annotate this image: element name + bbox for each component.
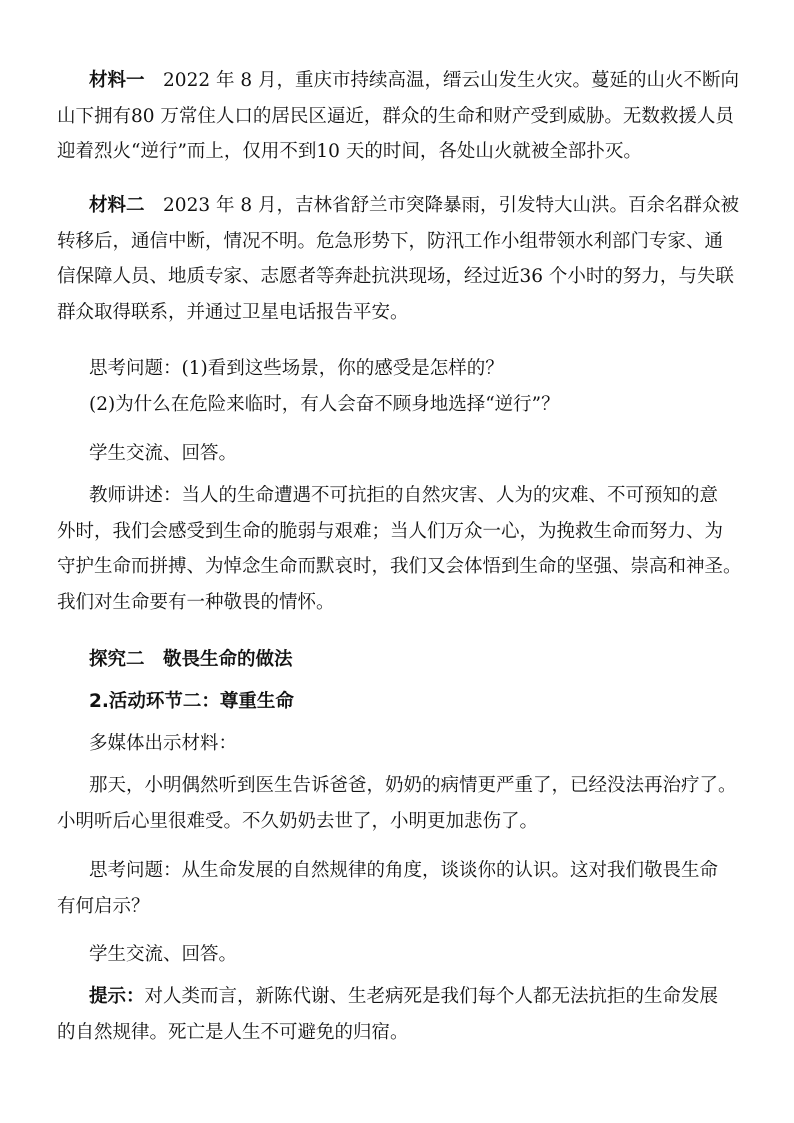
material-two-paragraph bbox=[57, 188, 740, 330]
students-answer-one-text: 学生交流、回答。 bbox=[89, 443, 238, 464]
activity-two-heading-text: 2.活动环节二：尊重生命 bbox=[89, 691, 294, 712]
material-two-line-1: 2023 年 8 月，吉林省舒兰市突降暴雨，引发特大山洪。百余名群众被 bbox=[163, 195, 740, 216]
students-answer-two bbox=[88, 937, 738, 973]
question-one-line-2: (2)为什么在危险来临时，有人会奋不顾身地选择“逆行”？ bbox=[89, 393, 560, 415]
material-one-line-3: 迎着烈火“逆行”而上，仅用不到10 天的时间，各处山火就被全部扑灭。 bbox=[57, 141, 642, 163]
question-one-line-1: (1)看到这些场景，你的感受是怎样的？ bbox=[181, 358, 504, 379]
media-intro bbox=[88, 726, 738, 762]
teacher-paragraph bbox=[57, 478, 742, 620]
material-two-label: 材料二 bbox=[89, 195, 145, 216]
question-one-label: 思考问题： bbox=[89, 358, 182, 379]
media-intro-text: 多媒体出示材料： bbox=[89, 733, 238, 754]
explore-two-heading bbox=[88, 642, 738, 678]
material-two-line-3: 信保障人员、地质专家、志愿者等奔赴抗洪现场，经过近36 个小时的努力，与失联 bbox=[57, 266, 734, 288]
question-two-paragraph bbox=[57, 853, 738, 924]
material-two-line-4: 群众取得联系，并通过卫星电话报告平安。 bbox=[57, 301, 409, 323]
story-line-2: 小明听后心里很难受。不久奶奶去世了，小明更加悲伤了。 bbox=[57, 810, 539, 832]
hint-line-2: 的自然规律。死亡是人生不可避免的归宿。 bbox=[57, 1021, 409, 1043]
explore-two-heading-text: 探究二 敬畏生命的做法 bbox=[89, 649, 293, 670]
hint-label: 提示： bbox=[89, 986, 145, 1007]
story-line-1: 那天，小明偶然听到医生告诉爸爸，奶奶的病情更严重了，已经没法再治疗了。 bbox=[89, 775, 737, 796]
question-two-label: 思考问题： bbox=[89, 860, 182, 881]
material-one-paragraph bbox=[57, 63, 740, 170]
teacher-label: 教师讲述： bbox=[89, 485, 182, 506]
teacher-line-1: 当人的生命遭遇不可抗拒的自然灾害、人为的灾难、不可预知的意 bbox=[181, 485, 719, 506]
hint-paragraph bbox=[57, 979, 738, 1050]
story-paragraph bbox=[57, 768, 738, 839]
question-two-line-1: 从生命发展的自然规律的角度，谈谈你的认识。这对我们敬畏生命 bbox=[181, 860, 719, 881]
students-answer-one bbox=[88, 436, 738, 472]
hint-line-1: 对人类而言，新陈代谢、生老病死是我们每个人都无法抗拒的生命发展 bbox=[144, 986, 719, 1007]
teacher-line-2: 外时，我们会感受到生命的脆弱与艰难；当人们万众一心，为挽救生命而努力、为 bbox=[57, 520, 724, 542]
material-one-line-2: 山下拥有80 万常住人口的居民区逼近，群众的生命和财产受到威胁。无数救援人员 bbox=[57, 105, 734, 127]
question-one-paragraph bbox=[88, 351, 738, 422]
material-two-line-2: 转移后，通信中断，情况不明。危急形势下，防汛工作小组带领水利部门专家、通 bbox=[57, 230, 724, 252]
question-two-line-2: 有何启示？ bbox=[57, 895, 150, 917]
activity-two-heading bbox=[88, 684, 738, 720]
material-one-line-1: 2022 年 8 月，重庆市持续高温，缙云山发生火灾。蔓延的山火不断向 bbox=[163, 70, 740, 91]
students-answer-two-text: 学生交流、回答。 bbox=[89, 944, 238, 965]
teacher-line-4: 我们对生命要有一种敬畏的情怀。 bbox=[57, 591, 335, 613]
teacher-line-3: 守护生命而拼搏、为悼念生命而默哀时，我们又会体悟到生命的坚强、崇高和神圣。 bbox=[57, 556, 742, 578]
material-one-label: 材料一 bbox=[89, 70, 145, 91]
